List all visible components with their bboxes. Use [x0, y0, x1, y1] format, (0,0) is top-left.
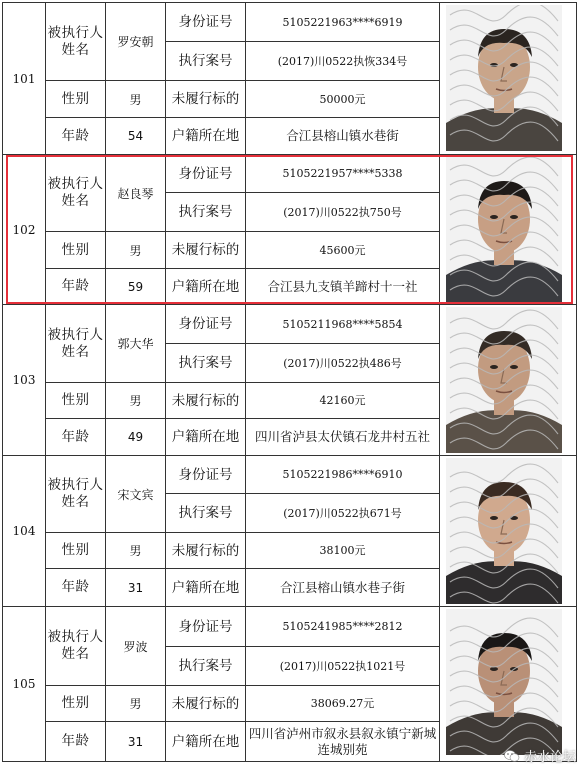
record-number: 102 [3, 155, 46, 305]
person-name: 罗安朝 [106, 3, 166, 81]
case-number: (2017)川0522执750号 [246, 193, 440, 232]
table-row [3, 155, 577, 193]
id-number: 5105221963****6919 [246, 3, 440, 42]
amount-value: 50000元 [246, 81, 440, 118]
domicile-value: 四川省泸州市叙永县叙永镇宁新城连城别苑 [246, 722, 440, 762]
photo-cell [440, 456, 577, 607]
case-number: (2017)川0522执486号 [246, 344, 440, 383]
field-label-amount: 未履行标的 [166, 81, 246, 118]
wechat-icon [504, 749, 520, 763]
field-label-case: 执行案号 [166, 647, 246, 686]
records-table [2, 2, 577, 762]
domicile-value: 合江县九支镇羊蹄村十一社 [246, 269, 440, 305]
field-label-id: 身份证号 [166, 607, 246, 647]
table-row [3, 607, 577, 647]
age-value: 59 [106, 269, 166, 305]
field-label-id: 身份证号 [166, 155, 246, 193]
field-label-id: 身份证号 [166, 456, 246, 494]
person-photo [446, 157, 562, 303]
record-number: 104 [3, 456, 46, 607]
field-label-gender: 性别 [46, 383, 106, 419]
person-name: 赵良琴 [106, 155, 166, 232]
amount-value: 38100元 [246, 533, 440, 569]
case-number: (2017)川0522执1021号 [246, 647, 440, 686]
field-label-domicile: 户籍所在地 [166, 569, 246, 607]
field-label-case: 执行案号 [166, 344, 246, 383]
field-label-gender: 性别 [46, 81, 106, 118]
field-label-domicile: 户籍所在地 [166, 722, 246, 762]
person-photo [446, 458, 562, 604]
field-label-age: 年龄 [46, 269, 106, 305]
watermark [504, 746, 576, 765]
field-label-amount: 未履行标的 [166, 383, 246, 419]
age-value: 49 [106, 419, 166, 456]
case-number: (2017)川0522执恢334号 [246, 42, 440, 81]
field-label-age: 年龄 [46, 419, 106, 456]
person-photo [446, 307, 562, 453]
field-label-domicile: 户籍所在地 [166, 419, 246, 456]
id-number: 5105221957****5338 [246, 155, 440, 193]
photo-cell [440, 607, 577, 762]
record-number: 105 [3, 607, 46, 762]
domicile-value: 合江县榕山镇水巷子街 [246, 569, 440, 607]
amount-value: 45600元 [246, 232, 440, 269]
photo-cell [440, 155, 577, 305]
person-photo [446, 5, 562, 151]
gender-value: 男 [106, 383, 166, 419]
field-label-domicile: 户籍所在地 [166, 269, 246, 305]
field-label-gender: 性别 [46, 232, 106, 269]
field-label-age: 年龄 [46, 118, 106, 155]
field-label-id: 身份证号 [166, 3, 246, 42]
field-label-amount: 未履行标的 [166, 232, 246, 269]
field-label-name: 被执行人姓名 [46, 155, 106, 232]
domicile-value: 四川省泸县太伏镇石龙井村五社 [246, 419, 440, 456]
field-label-case: 执行案号 [166, 193, 246, 232]
table-row [3, 3, 577, 42]
record-number: 101 [3, 3, 46, 155]
age-value: 54 [106, 118, 166, 155]
table-row [3, 305, 577, 344]
field-label-gender: 性别 [46, 533, 106, 569]
field-label-age: 年龄 [46, 569, 106, 607]
field-label-amount: 未履行标的 [166, 533, 246, 569]
age-value: 31 [106, 722, 166, 762]
person-name: 郭大华 [106, 305, 166, 383]
table-row [3, 456, 577, 494]
case-number: (2017)川0522执671号 [246, 494, 440, 533]
person-photo [446, 609, 562, 755]
field-label-domicile: 户籍所在地 [166, 118, 246, 155]
watermark-text: 赤水论坛 [523, 750, 576, 765]
id-number: 5105241985****2812 [246, 607, 440, 647]
id-number: 5105211968****5854 [246, 305, 440, 344]
age-value: 31 [106, 569, 166, 607]
record-number: 103 [3, 305, 46, 456]
amount-value: 38069.27元 [246, 686, 440, 722]
field-label-gender: 性别 [46, 686, 106, 722]
amount-value: 42160元 [246, 383, 440, 419]
gender-value: 男 [106, 232, 166, 269]
id-number: 5105221986****6910 [246, 456, 440, 494]
person-name: 宋文宾 [106, 456, 166, 533]
person-name: 罗波 [106, 607, 166, 686]
field-label-case: 执行案号 [166, 494, 246, 533]
field-label-age: 年龄 [46, 722, 106, 762]
photo-cell [440, 3, 577, 155]
field-label-amount: 未履行标的 [166, 686, 246, 722]
field-label-name: 被执行人姓名 [46, 607, 106, 686]
gender-value: 男 [106, 81, 166, 118]
domicile-value: 合江县榕山镇水巷街 [246, 118, 440, 155]
field-label-case: 执行案号 [166, 42, 246, 81]
gender-value: 男 [106, 533, 166, 569]
photo-cell [440, 305, 577, 456]
field-label-name: 被执行人姓名 [46, 456, 106, 533]
field-label-id: 身份证号 [166, 305, 246, 344]
field-label-name: 被执行人姓名 [46, 305, 106, 383]
field-label-name: 被执行人姓名 [46, 3, 106, 81]
gender-value: 男 [106, 686, 166, 722]
